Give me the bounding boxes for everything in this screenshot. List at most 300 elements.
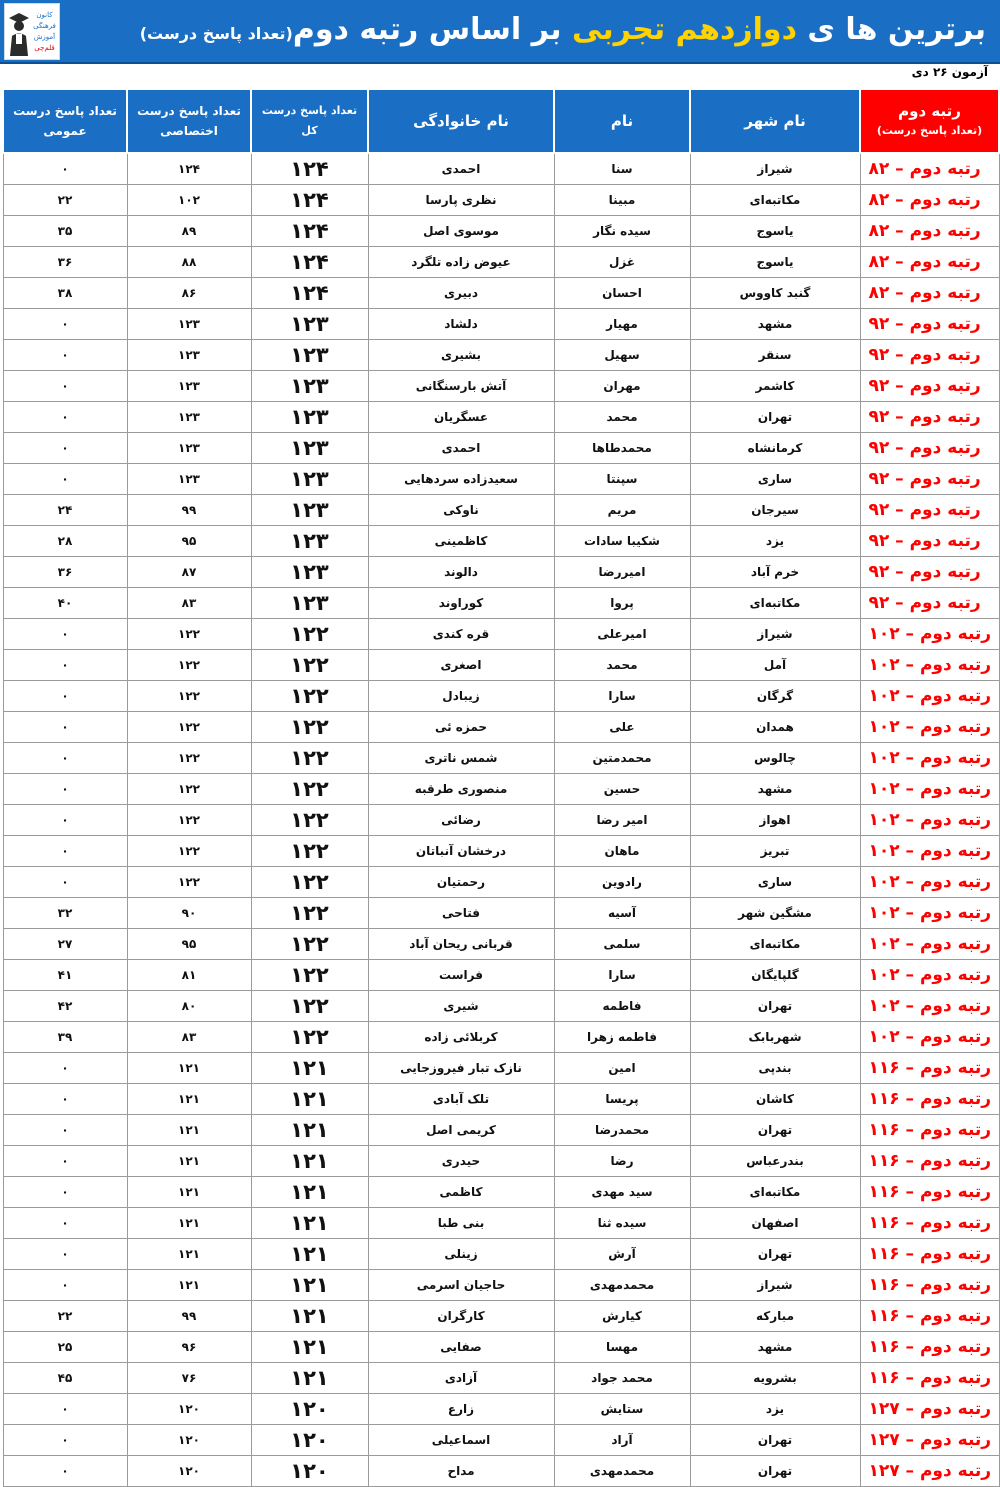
rank-cell: رتبه دوم – ۱۰۲: [860, 712, 999, 743]
logo-text-line-4: قلم‌چی: [34, 44, 55, 52]
family-cell: دلشاد: [368, 309, 554, 340]
family-cell: بنی طبا: [368, 1208, 554, 1239]
name-cell: سارا: [554, 681, 690, 712]
family-cell: کاظمی: [368, 1177, 554, 1208]
kanoon-logo: [4, 3, 60, 60]
city-cell: یاسوج: [690, 247, 860, 278]
col-special-header: تعداد پاسخ درست اختصاصی: [127, 89, 251, 153]
total-correct-cell: ۱۲۰: [251, 1394, 368, 1425]
name-cell: سیده نگار: [554, 216, 690, 247]
family-cell: اصغری: [368, 650, 554, 681]
general-correct-cell: ۳۶: [3, 557, 127, 588]
col-rank-subtitle: (تعداد پاسخ درست): [876, 124, 983, 137]
name-cell: پریسا: [554, 1084, 690, 1115]
name-cell: مریم: [554, 495, 690, 526]
general-correct-cell: ۰: [3, 743, 127, 774]
total-correct-cell: ۱۲۲: [251, 681, 368, 712]
total-correct-cell: ۱۲۳: [251, 526, 368, 557]
special-correct-cell: ۱۲۱: [127, 1146, 251, 1177]
city-cell: مکاتبه‌ای: [690, 929, 860, 960]
family-cell: سعیدزاده سردهایی: [368, 464, 554, 495]
special-correct-cell: ۱۲۳: [127, 464, 251, 495]
total-correct-cell: ۱۲۲: [251, 774, 368, 805]
table-row: [3, 774, 999, 805]
table-header-row: [3, 89, 999, 153]
exam-label: آزمون ۲۶ دی: [911, 65, 988, 79]
table-row: [3, 681, 999, 712]
table-row: [3, 1332, 999, 1363]
table-row: [3, 743, 999, 774]
general-correct-cell: ۰: [3, 805, 127, 836]
city-cell: اهواز: [690, 805, 860, 836]
special-correct-cell: ۱۲۰: [127, 1394, 251, 1425]
name-cell: سلمی: [554, 929, 690, 960]
name-cell: حسین: [554, 774, 690, 805]
general-correct-cell: ۰: [3, 1270, 127, 1301]
special-correct-cell: ۸۸: [127, 247, 251, 278]
city-cell: تهران: [690, 1425, 860, 1456]
city-cell: آمل: [690, 650, 860, 681]
city-cell: تهران: [690, 402, 860, 433]
rank-cell: رتبه دوم – ۹۲: [860, 402, 999, 433]
col-general-header: تعداد پاسخ درست عمومی: [3, 89, 127, 153]
family-cell: زارع: [368, 1394, 554, 1425]
special-correct-cell: ۱۲۱: [127, 1208, 251, 1239]
family-cell: موسوی اصل: [368, 216, 554, 247]
family-cell: بشیری: [368, 340, 554, 371]
general-correct-cell: ۰: [3, 1394, 127, 1425]
general-correct-cell: ۰: [3, 309, 127, 340]
total-correct-cell: ۱۲۴: [251, 185, 368, 216]
total-correct-cell: ۱۲۳: [251, 371, 368, 402]
family-cell: کریمی اصل: [368, 1115, 554, 1146]
table-row: [3, 526, 999, 557]
general-correct-cell: ۲۴: [3, 495, 127, 526]
table-row: [3, 650, 999, 681]
name-cell: سارا: [554, 960, 690, 991]
special-correct-cell: ۱۲۴: [127, 153, 251, 185]
city-cell: ساری: [690, 464, 860, 495]
special-correct-cell: ۱۲۲: [127, 619, 251, 650]
family-cell: کربلائی زاده: [368, 1022, 554, 1053]
table-row: [3, 1394, 999, 1425]
family-cell: منصوری طرقبه: [368, 774, 554, 805]
general-correct-cell: ۲۲: [3, 1301, 127, 1332]
name-cell: سهیل: [554, 340, 690, 371]
total-correct-cell: ۱۲۱: [251, 1208, 368, 1239]
rank-cell: رتبه دوم – ۱۰۲: [860, 805, 999, 836]
family-cell: مداح: [368, 1456, 554, 1487]
family-cell: فراست: [368, 960, 554, 991]
total-correct-cell: ۱۲۱: [251, 1363, 368, 1394]
general-correct-cell: ۳۲: [3, 898, 127, 929]
city-cell: بندپی: [690, 1053, 860, 1084]
title-highlight: دوازدهم تجربی: [572, 12, 797, 47]
rank-cell: رتبه دوم – ۱۰۲: [860, 650, 999, 681]
general-correct-cell: ۴۲: [3, 991, 127, 1022]
total-correct-cell: ۱۲۲: [251, 650, 368, 681]
rank-cell: رتبه دوم – ۹۲: [860, 464, 999, 495]
title-banner: [0, 0, 1000, 64]
special-correct-cell: ۱۲۱: [127, 1239, 251, 1270]
name-cell: سنا: [554, 153, 690, 185]
rank-cell: رتبه دوم – ۱۲۷: [860, 1425, 999, 1456]
city-cell: مشگین شهر: [690, 898, 860, 929]
special-correct-cell: ۱۲۱: [127, 1177, 251, 1208]
general-correct-cell: ۳۸: [3, 278, 127, 309]
city-cell: شهربابک: [690, 1022, 860, 1053]
family-cell: کارگران: [368, 1301, 554, 1332]
general-correct-cell: ۲۸: [3, 526, 127, 557]
city-cell: گلپایگان: [690, 960, 860, 991]
table-row: [3, 1301, 999, 1332]
total-correct-cell: ۱۲۲: [251, 712, 368, 743]
table-row: [3, 402, 999, 433]
table-row: [3, 898, 999, 929]
table-row: [3, 929, 999, 960]
table-row: [3, 557, 999, 588]
special-correct-cell: ۱۲۳: [127, 371, 251, 402]
name-cell: محمدمهدی: [554, 1270, 690, 1301]
city-cell: چالوس: [690, 743, 860, 774]
total-correct-cell: ۱۲۳: [251, 402, 368, 433]
name-cell: محمد: [554, 402, 690, 433]
general-correct-cell: ۰: [3, 402, 127, 433]
rank-cell: رتبه دوم – ۱۱۶: [860, 1084, 999, 1115]
rank-cell: رتبه دوم – ۱۱۶: [860, 1270, 999, 1301]
table-row: [3, 278, 999, 309]
total-correct-cell: ۱۲۳: [251, 309, 368, 340]
special-correct-cell: ۱۲۰: [127, 1425, 251, 1456]
general-correct-cell: ۲۷: [3, 929, 127, 960]
family-cell: زیبادل: [368, 681, 554, 712]
name-cell: محمدمتین: [554, 743, 690, 774]
total-correct-cell: ۱۲۲: [251, 929, 368, 960]
total-correct-cell: ۱۲۲: [251, 1022, 368, 1053]
general-correct-cell: ۰: [3, 371, 127, 402]
rank-cell: رتبه دوم – ۱۱۶: [860, 1301, 999, 1332]
total-correct-cell: ۱۲۴: [251, 216, 368, 247]
name-cell: فاطمه: [554, 991, 690, 1022]
family-cell: صفایی: [368, 1332, 554, 1363]
table-row: [3, 836, 999, 867]
col-family-header: نام خانوادگی: [368, 89, 554, 153]
total-correct-cell: ۱۲۱: [251, 1053, 368, 1084]
name-cell: محمد جواد: [554, 1363, 690, 1394]
general-correct-cell: ۰: [3, 712, 127, 743]
family-cell: شیری: [368, 991, 554, 1022]
title-part-2: بر اساس رتبه دوم: [292, 12, 562, 47]
city-cell: بشرویه: [690, 1363, 860, 1394]
city-cell: خرم آباد: [690, 557, 860, 588]
total-correct-cell: ۱۲۳: [251, 464, 368, 495]
table-row: [3, 433, 999, 464]
family-cell: قره کندی: [368, 619, 554, 650]
general-correct-cell: ۰: [3, 464, 127, 495]
city-cell: تهران: [690, 1456, 860, 1487]
title-suffix: (تعداد پاسخ درست): [139, 24, 293, 43]
special-correct-cell: ۱۲۳: [127, 340, 251, 371]
total-correct-cell: ۱۲۱: [251, 1177, 368, 1208]
table-row: [3, 340, 999, 371]
family-cell: فتاحی: [368, 898, 554, 929]
name-cell: محمدطاها: [554, 433, 690, 464]
table-row: [3, 1363, 999, 1394]
general-correct-cell: ۰: [3, 619, 127, 650]
table-row: [3, 153, 999, 185]
general-correct-cell: ۰: [3, 1456, 127, 1487]
general-correct-cell: ۲۵: [3, 1332, 127, 1363]
rank-cell: رتبه دوم – ۸۲: [860, 216, 999, 247]
rank-cell: رتبه دوم – ۹۲: [860, 371, 999, 402]
table-row: [3, 1270, 999, 1301]
special-correct-cell: ۱۲۲: [127, 867, 251, 898]
total-correct-cell: ۱۲۳: [251, 588, 368, 619]
city-cell: تهران: [690, 991, 860, 1022]
name-cell: سید مهدی: [554, 1177, 690, 1208]
total-correct-cell: ۱۲۱: [251, 1332, 368, 1363]
total-correct-cell: ۱۲۴: [251, 247, 368, 278]
family-cell: دبیری: [368, 278, 554, 309]
table-row: [3, 371, 999, 402]
table-row: [3, 1022, 999, 1053]
general-correct-cell: ۰: [3, 1146, 127, 1177]
city-cell: یزد: [690, 526, 860, 557]
total-correct-cell: ۱۲۲: [251, 805, 368, 836]
name-cell: امین: [554, 1053, 690, 1084]
table-row: [3, 1239, 999, 1270]
general-correct-cell: ۰: [3, 1053, 127, 1084]
total-correct-cell: ۱۲۳: [251, 340, 368, 371]
rank-cell: رتبه دوم – ۱۲۷: [860, 1394, 999, 1425]
name-cell: امیرعلی: [554, 619, 690, 650]
special-correct-cell: ۸۳: [127, 1022, 251, 1053]
general-correct-cell: ۰: [3, 153, 127, 185]
family-cell: نازک تبار فیروزجایی: [368, 1053, 554, 1084]
total-correct-cell: ۱۲۴: [251, 153, 368, 185]
special-correct-cell: ۱۲۲: [127, 650, 251, 681]
name-cell: مهیار: [554, 309, 690, 340]
table-row: [3, 1084, 999, 1115]
table-row: [3, 1177, 999, 1208]
special-correct-cell: ۱۲۲: [127, 836, 251, 867]
city-cell: گرگان: [690, 681, 860, 712]
name-cell: محمدمهدی: [554, 1456, 690, 1487]
family-cell: عیوض زاده تلگرد: [368, 247, 554, 278]
special-correct-cell: ۸۳: [127, 588, 251, 619]
city-cell: گنبد کاووس: [690, 278, 860, 309]
family-cell: احمدی: [368, 153, 554, 185]
name-cell: امیررضا: [554, 557, 690, 588]
table-row: [3, 495, 999, 526]
total-correct-cell: ۱۲۳: [251, 557, 368, 588]
logo-text-line-3: آموزش: [33, 33, 56, 41]
special-correct-cell: ۸۱: [127, 960, 251, 991]
total-correct-cell: ۱۲۲: [251, 619, 368, 650]
general-correct-cell: ۰: [3, 1084, 127, 1115]
special-correct-cell: ۹۹: [127, 1301, 251, 1332]
special-correct-cell: ۸۷: [127, 557, 251, 588]
total-correct-cell: ۱۲۲: [251, 960, 368, 991]
rank-cell: رتبه دوم – ۱۲۷: [860, 1456, 999, 1487]
col-name-header: نام: [554, 89, 690, 153]
total-correct-cell: ۱۲۱: [251, 1115, 368, 1146]
col-rank-title: رتبه دوم: [898, 102, 961, 120]
general-correct-cell: ۰: [3, 1208, 127, 1239]
rank-cell: رتبه دوم – ۱۰۲: [860, 681, 999, 712]
name-cell: آسیه: [554, 898, 690, 929]
special-correct-cell: ۱۲۲: [127, 805, 251, 836]
special-correct-cell: ۱۲۲: [127, 712, 251, 743]
rank-cell: رتبه دوم – ۸۲: [860, 185, 999, 216]
city-cell: مشهد: [690, 1332, 860, 1363]
city-cell: بندرعباس: [690, 1146, 860, 1177]
general-correct-cell: ۰: [3, 650, 127, 681]
total-correct-cell: ۱۲۲: [251, 836, 368, 867]
name-cell: سپنتا: [554, 464, 690, 495]
city-cell: سیرجان: [690, 495, 860, 526]
table-row: [3, 867, 999, 898]
rank-cell: رتبه دوم – ۹۲: [860, 340, 999, 371]
rank-cell: رتبه دوم – ۱۰۲: [860, 991, 999, 1022]
general-correct-cell: ۰: [3, 340, 127, 371]
general-correct-cell: ۰: [3, 1425, 127, 1456]
table-row: [3, 1115, 999, 1146]
table-row: [3, 185, 999, 216]
table-row: [3, 247, 999, 278]
general-correct-cell: ۳۹: [3, 1022, 127, 1053]
family-cell: زینلی: [368, 1239, 554, 1270]
family-cell: آزادی: [368, 1363, 554, 1394]
city-cell: شیراز: [690, 619, 860, 650]
special-correct-cell: ۱۲۱: [127, 1084, 251, 1115]
name-cell: کیارش: [554, 1301, 690, 1332]
name-cell: فاطمه زهرا: [554, 1022, 690, 1053]
general-correct-cell: ۰: [3, 836, 127, 867]
city-cell: مکاتبه‌ای: [690, 588, 860, 619]
rank-cell: رتبه دوم – ۱۰۲: [860, 743, 999, 774]
name-cell: محمد: [554, 650, 690, 681]
total-correct-cell: ۱۲۲: [251, 991, 368, 1022]
city-cell: کاشمر: [690, 371, 860, 402]
family-cell: تلک آبادی: [368, 1084, 554, 1115]
family-cell: ناوکی: [368, 495, 554, 526]
city-cell: مبارکه: [690, 1301, 860, 1332]
table-row: [3, 1053, 999, 1084]
name-cell: امیر رضا: [554, 805, 690, 836]
city-cell: تهران: [690, 1239, 860, 1270]
name-cell: غزل: [554, 247, 690, 278]
name-cell: آراد: [554, 1425, 690, 1456]
general-correct-cell: ۰: [3, 867, 127, 898]
general-correct-cell: ۴۰: [3, 588, 127, 619]
family-cell: کاظمینی: [368, 526, 554, 557]
general-correct-cell: ۰: [3, 1177, 127, 1208]
special-correct-cell: ۹۰: [127, 898, 251, 929]
rank-cell: رتبه دوم – ۸۲: [860, 278, 999, 309]
special-correct-cell: ۱۲۱: [127, 1053, 251, 1084]
special-correct-cell: ۱۰۲: [127, 185, 251, 216]
name-cell: مهران: [554, 371, 690, 402]
special-correct-cell: ۱۲۰: [127, 1456, 251, 1487]
rank-cell: رتبه دوم – ۱۰۲: [860, 836, 999, 867]
total-correct-cell: ۱۲۲: [251, 743, 368, 774]
general-correct-cell: ۰: [3, 681, 127, 712]
city-cell: تبریز: [690, 836, 860, 867]
family-cell: شمس ناتری: [368, 743, 554, 774]
general-correct-cell: ۳۶: [3, 247, 127, 278]
table-row: [3, 1425, 999, 1456]
title-part-1: برترین ها ی: [807, 12, 986, 47]
general-correct-cell: ۳۵: [3, 216, 127, 247]
page-title: [140, 6, 986, 58]
general-correct-cell: ۲۲: [3, 185, 127, 216]
city-cell: اصفهان: [690, 1208, 860, 1239]
city-cell: شیراز: [690, 1270, 860, 1301]
city-cell: یاسوج: [690, 216, 860, 247]
col-city-header: نام شهر: [690, 89, 860, 153]
city-cell: مکاتبه‌ای: [690, 185, 860, 216]
rank-cell: رتبه دوم – ۱۰۲: [860, 867, 999, 898]
table-row: [3, 991, 999, 1022]
name-cell: مبینا: [554, 185, 690, 216]
special-correct-cell: ۱۲۳: [127, 433, 251, 464]
city-cell: ساری: [690, 867, 860, 898]
table-row: [3, 1146, 999, 1177]
general-correct-cell: ۰: [3, 433, 127, 464]
name-cell: علی: [554, 712, 690, 743]
total-correct-cell: ۱۲۰: [251, 1425, 368, 1456]
rank-cell: رتبه دوم – ۱۱۶: [860, 1332, 999, 1363]
family-cell: رضائی: [368, 805, 554, 836]
logo-text-line-1: کانون: [36, 11, 53, 19]
logo-text-line-2: فرهنگی: [33, 22, 56, 30]
rank-cell: رتبه دوم – ۱۰۲: [860, 619, 999, 650]
rank-cell: رتبه دوم – ۱۱۶: [860, 1177, 999, 1208]
family-cell: حاجیان اسرمی: [368, 1270, 554, 1301]
table-row: [3, 464, 999, 495]
special-correct-cell: ۱۲۲: [127, 743, 251, 774]
city-cell: مشهد: [690, 309, 860, 340]
name-cell: مهسا: [554, 1332, 690, 1363]
table-row: [3, 216, 999, 247]
general-correct-cell: ۰: [3, 1115, 127, 1146]
name-cell: سیده ثنا: [554, 1208, 690, 1239]
rank-cell: رتبه دوم – ۱۱۶: [860, 1146, 999, 1177]
name-cell: ستایش: [554, 1394, 690, 1425]
city-cell: تهران: [690, 1115, 860, 1146]
general-correct-cell: ۰: [3, 1239, 127, 1270]
name-cell: رادوین: [554, 867, 690, 898]
general-correct-cell: ۰: [3, 774, 127, 805]
rank-cell: رتبه دوم – ۱۰۲: [860, 774, 999, 805]
family-cell: احمدی: [368, 433, 554, 464]
rank-cell: رتبه دوم – ۱۱۶: [860, 1363, 999, 1394]
rank-cell: رتبه دوم – ۱۱۶: [860, 1239, 999, 1270]
rank-cell: رتبه دوم – ۱۱۶: [860, 1208, 999, 1239]
city-cell: یزد: [690, 1394, 860, 1425]
special-correct-cell: ۱۲۱: [127, 1115, 251, 1146]
table-row: [3, 712, 999, 743]
total-correct-cell: ۱۲۲: [251, 898, 368, 929]
family-cell: قربانی ریحان آباد: [368, 929, 554, 960]
table-row: [3, 1208, 999, 1239]
name-cell: محمدرضا: [554, 1115, 690, 1146]
special-correct-cell: ۹۹: [127, 495, 251, 526]
family-cell: عسگریان: [368, 402, 554, 433]
col-rank-header: [860, 89, 999, 153]
table-row: [3, 588, 999, 619]
